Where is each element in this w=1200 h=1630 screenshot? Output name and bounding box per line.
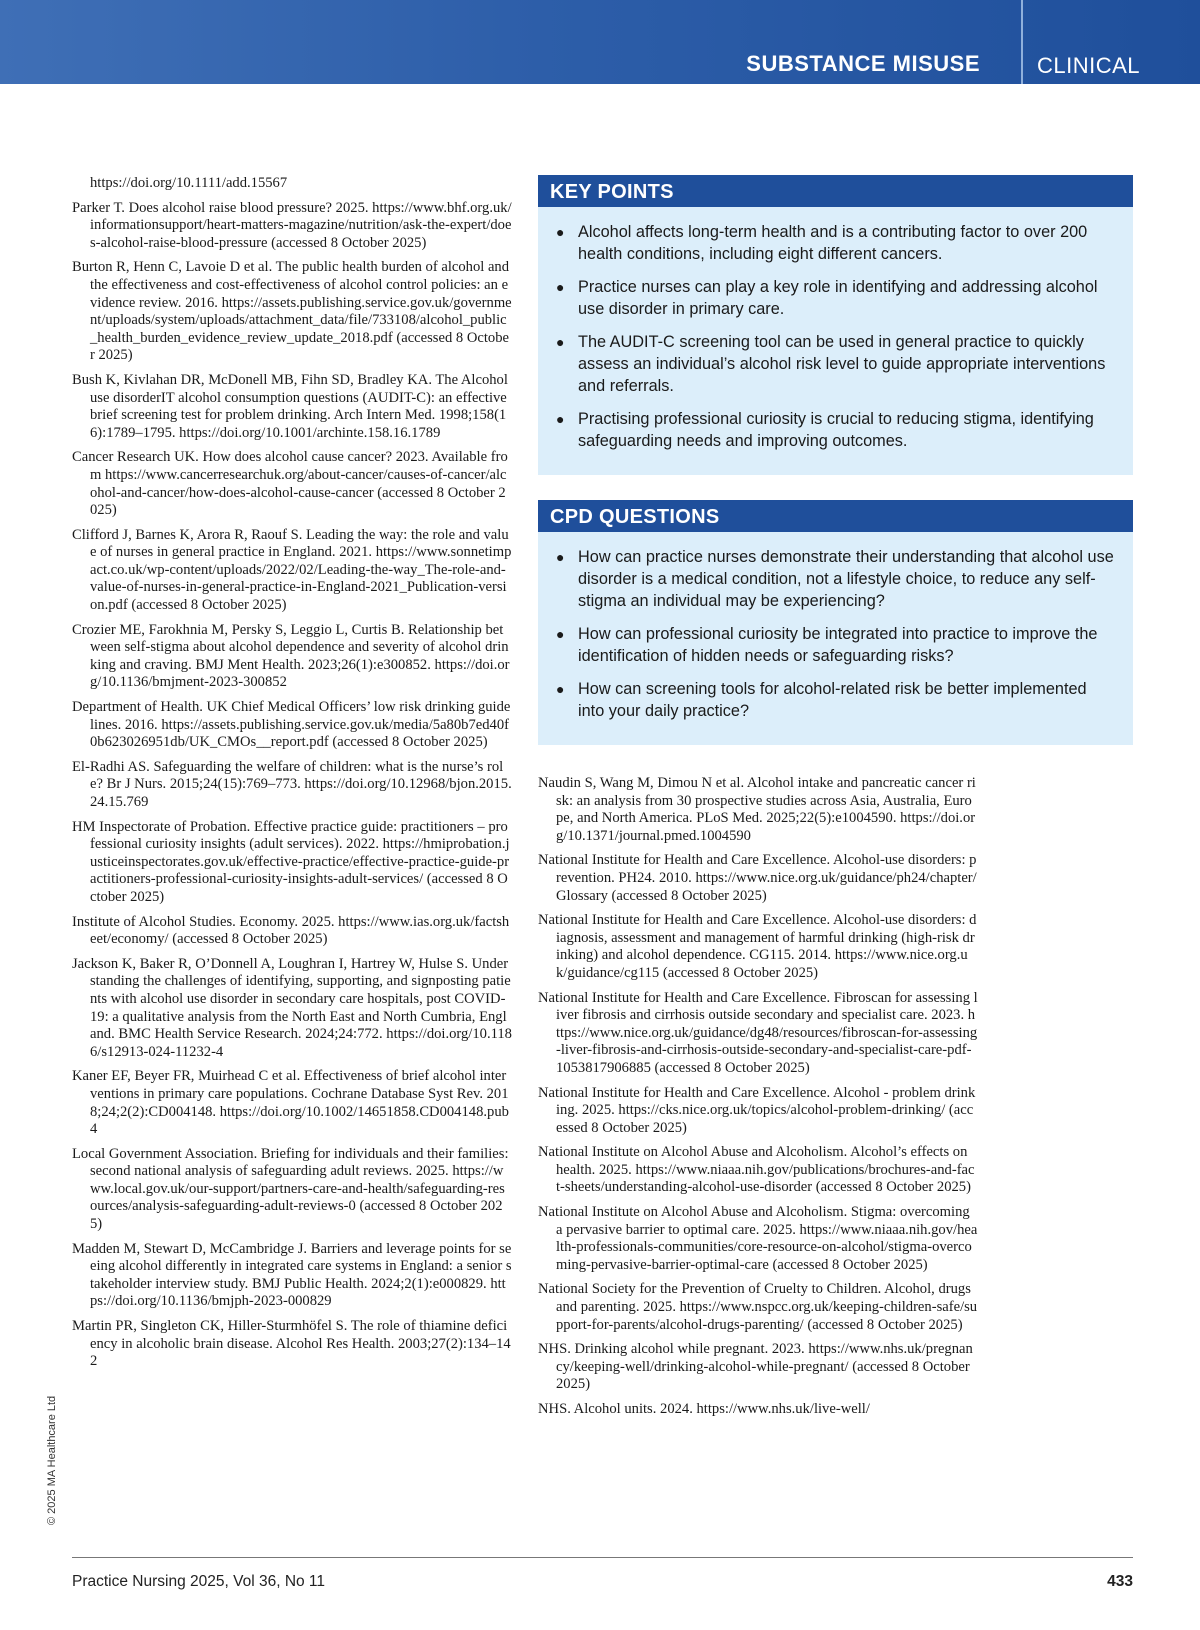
bullet-text: How can practice nurses demonstrate their understanding that alcohol use disorder is a medical condition, not a lifestyle choice, to reduce any self-stigma an individual may be experiencing? bbox=[578, 548, 1114, 610]
key-points-title: KEY POINTS bbox=[538, 175, 1133, 207]
reference-entry: Crozier ME, Farokhnia M, Persky S, Leggio L, Curtis B. Relationship between self-stigma about alcohol dependence and severity of alcohol drinking and craving. BMJ Ment Health. 2023;26(1):e300852. https://doi.org/10.1136/bmjment-2023-300852 bbox=[72, 621, 510, 691]
key-points-box bbox=[538, 175, 1133, 475]
cpd-questions-list bbox=[538, 532, 1133, 745]
bullet-text: How can screening tools for alcohol-related risk be better implemented into your daily practice? bbox=[578, 680, 1087, 720]
page-number: 433 bbox=[1107, 1573, 1133, 1590]
copyright-notice: © 2025 MA Healthcare Ltd bbox=[46, 1395, 58, 1525]
bullet-icon: ● bbox=[556, 279, 565, 295]
reference-entry: Department of Health. UK Chief Medical Officers’ low risk drinking guidelines. 2016. https://assets.publishing.service.gov.uk/media/5a80b7ed40f0b623026951db/UK_CMOs__report.pdf (accessed 8 October 2025) bbox=[72, 699, 511, 751]
reference-entry: Jackson K, Baker R, O’Donnell A, Loughran I, Hartrey W, Hulse S. Understanding the challenges of identifying, supporting, and signposting patients with alcohol use disorder in secondary care hospitals, post COVID-19: a qualitative analysis from the North East and North Cumbria, England. BMC Health Service Research. 2024;24:772. https://doi.org/10.1186/s12913-024-11232-4 bbox=[72, 955, 512, 1060]
reference-entry: National Society for the Prevention of Cruelty to Children. Alcohol, drugs and parenting. 2025. https://www.nspcc.org.uk/keeping-children-safe/support-for-parents/alcohol-drugs-parenting/ (accessed 8 October 2025) bbox=[538, 1281, 978, 1333]
section-category: CLINICAL bbox=[1037, 53, 1141, 78]
cpd-questions-box bbox=[538, 500, 1133, 745]
bullet-item bbox=[554, 623, 1117, 667]
cpd-questions-title: CPD QUESTIONS bbox=[538, 500, 1133, 532]
reference-entry: Naudin S, Wang M, Dimou N et al. Alcohol intake and pancreatic cancer risk: an analysis from 30 prospective studies across Asia, Australia, Europe, and North America. PLoS Med. 2025;22(5):e1004590. https://doi.org/10.1371/journal.pmed.1004590 bbox=[538, 775, 976, 844]
bullet-icon: ● bbox=[556, 334, 565, 350]
bullet-text: How can professional curiosity be integrated into practice to improve the identification of hidden needs or safeguarding risks? bbox=[578, 625, 1098, 665]
reference-entry: https://doi.org/10.1111/add.15567 bbox=[90, 175, 288, 191]
bullet-item bbox=[554, 331, 1117, 397]
reference-entry: NHS. Alcohol units. 2024. https://www.nhs.uk/live-well/ bbox=[538, 1401, 870, 1417]
bullet-item bbox=[554, 408, 1117, 452]
bullet-icon: ● bbox=[556, 681, 565, 697]
reference-entry: Bush K, Kivlahan DR, McDonell MB, Fihn SD, Bradley KA. The Alcohol use disorderIT alcohol consumption questions (AUDIT-C): an effective brief screening test for problem drinking. Arch Intern Med. 1998;158(16):1789–1795. https://doi.org/10.1001/archinte.158.16.1789 bbox=[72, 371, 508, 441]
reference-entry: HM Inspectorate of Probation. Effective practice guide: practitioners – professional curiosity insights (adult services). 2022. https://hmiprobation.justiceinspectorates.gov.uk/effective-practice/effective-practice-guide-practitioners-professional-curiosity-insights-adult-services/ (accessed 8 October 2025) bbox=[72, 818, 510, 905]
section-title: SUBSTANCE MISUSE bbox=[746, 51, 980, 76]
footer-rule bbox=[72, 1557, 1133, 1558]
reference-entry: NHS. Drinking alcohol while pregnant. 2023. https://www.nhs.uk/pregnancy/keeping-well/drinking-alcohol-while-pregnant/ (accessed 8 October 2025) bbox=[538, 1341, 973, 1393]
reference-entry: Parker T. Does alcohol raise blood pressure? 2025. https://www.bhf.org.uk/informationsupport/heart-matters-magazine/nutrition/ask-the-expert/does-alcohol-raise-blood-pressure (accessed 8 October 2025) bbox=[72, 199, 512, 251]
reference-entry: Institute of Alcohol Studies. Economy. 2025. https://www.ias.org.uk/factsheet/economy/ (accessed 8 October 2025) bbox=[72, 913, 510, 948]
bullet-icon: ● bbox=[556, 626, 565, 642]
bullet-item bbox=[554, 546, 1117, 612]
bullet-item bbox=[554, 276, 1117, 320]
key-points-list bbox=[538, 207, 1133, 475]
references-left-column bbox=[72, 175, 512, 1378]
bullet-icon: ● bbox=[556, 549, 565, 565]
references-right-column bbox=[538, 775, 978, 1426]
reference-entry: National Institute for Health and Care Excellence. Fibroscan for assessing liver fibrosis and cirrhosis outside secondary and specialist care. 2023. https://www.nice.org.uk/guidance/dg48/resources/fibroscan-for-assessing-liver-fibrosis-and-cirrhosis-outside-secondary-and-specialist-care-pdf-1053817906885 (accessed 8 October 2025) bbox=[538, 989, 978, 1076]
reference-entry: National Institute for Health and Care Excellence. Alcohol-use disorders: prevention. PH24. 2010. https://www.nice.org.uk/guidance/ph24/chapter/Glossary (accessed 8 October 2025) bbox=[538, 852, 977, 904]
reference-entry: National Institute on Alcohol Abuse and Alcoholism. Stigma: overcoming a pervasive barrier to optimal care. 2025. https://www.niaaa.nih.gov/health-professionals-communities/core-resource-on-alcohol/stigma-overcoming-pervasive-barrier-optimal-care (accessed 8 October 2025) bbox=[538, 1204, 978, 1273]
bullet-text: Alcohol affects long-term health and is a contributing factor to over 200 health conditions, including eight different cancers. bbox=[578, 223, 1088, 263]
bullet-icon: ● bbox=[556, 411, 565, 427]
bullet-item bbox=[554, 678, 1117, 722]
reference-entry: National Institute for Health and Care Excellence. Alcohol-use disorders: diagnosis, assessment and management of harmful drinking (high-risk drinking) and alcohol dependence. CG115. 2014. https://www.nice.org.uk/guidance/cg115 (accessed 8 October 2025) bbox=[538, 912, 977, 981]
reference-entry: Madden M, Stewart D, McCambridge J. Barriers and leverage points for seeing alcohol differently in integrated care systems in England: a senior stakeholder interview study. BMJ Public Health. 2024;2(1):e000829. https://doi.org/10.1136/bmjph-2023-000829 bbox=[72, 1240, 512, 1310]
reference-entry: National Institute for Health and Care Excellence. Alcohol - problem drinking. 2025. https://cks.nice.org.uk/topics/alcohol-problem-drinking/ (accessed 8 October 2025) bbox=[538, 1084, 976, 1136]
reference-entry: Clifford J, Barnes K, Arora R, Raouf S. Leading the way: the role and value of nurses in general practice in England. 2021. https://www.sonnetimpact.co.uk/wp-content/uploads/2022/02/Leading-the-way_The-role-and-value-of-nurses-in-general-practice-in-England-2021_Publication-version.pdf (accessed 8 October 2025) bbox=[72, 526, 512, 614]
reference-entry: Kaner EF, Beyer FR, Muirhead C et al. Effectiveness of brief alcohol interventions in primary care populations. Cochrane Database Syst Rev. 2018;24;2(2):CD004148. https://doi.org/10.1002/14651858.CD004148.pub4 bbox=[72, 1068, 509, 1138]
journal-citation: Practice Nursing 2025, Vol 36, No 11 bbox=[72, 1573, 326, 1590]
header-divider bbox=[1021, 0, 1023, 84]
header-bar bbox=[0, 0, 1200, 84]
reference-entry: El-Radhi AS. Safeguarding the welfare of children: what is the nurse’s role? Br J Nurs. 2015;24(15):769–773. https://doi.org/10.12968/bjon.2015.24.15.769 bbox=[72, 758, 512, 810]
reference-entry: Cancer Research UK. How does alcohol cause cancer? 2023. Available from https://www.cancerresearchuk.org/about-cancer/causes-of-cancer/alcohol-and-cancer/how-does-alcohol-cause-cancer (accessed 8 October 2025) bbox=[72, 449, 508, 519]
bullet-icon: ● bbox=[556, 224, 565, 240]
reference-entry: Burton R, Henn C, Lavoie D et al. The public health burden of alcohol and the effectiveness and cost-effectiveness of alcohol control policies: an evidence review. 2016. https://assets.publishing.service.gov.uk/government/uploads/system/uploads/attachment_data/file/733108/alcohol_public_health_burden_evidence_review_update_2018.pdf (accessed 8 October 2025) bbox=[72, 259, 512, 364]
bullet-item bbox=[554, 221, 1117, 265]
bullet-text: The AUDIT-C screening tool can be used in general practice to quickly assess an individual’s alcohol risk level to guide appropriate interventions and referrals. bbox=[578, 333, 1106, 395]
bullet-text: Practising professional curiosity is crucial to reducing stigma, identifying safeguarding needs and improving outcomes. bbox=[578, 410, 1094, 450]
reference-entry: Local Government Association. Briefing for individuals and their families: second national analysis of safeguarding adult reviews. 2025. https://www.local.gov.uk/our-support/partners-care-and-health/safeguarding-resources/analysis-safeguarding-adult-reviews-0 (accessed 8 October 2025) bbox=[72, 1145, 509, 1233]
bullet-text: Practice nurses can play a key role in identifying and addressing alcohol use disorder in primary care. bbox=[578, 278, 1098, 318]
reference-entry: Martin PR, Singleton CK, Hiller-Sturmhöfel S. The role of thiamine deficiency in alcoholic brain disease. Alcohol Res Health. 2003;27(2):134–142 bbox=[72, 1318, 511, 1370]
reference-entry: National Institute on Alcohol Abuse and Alcoholism. Alcohol’s effects on health. 2025. https://www.niaaa.nih.gov/publications/brochures-and-fact-sheets/understanding-alcohol-use-disorder (accessed 8 October 2025) bbox=[538, 1144, 975, 1196]
